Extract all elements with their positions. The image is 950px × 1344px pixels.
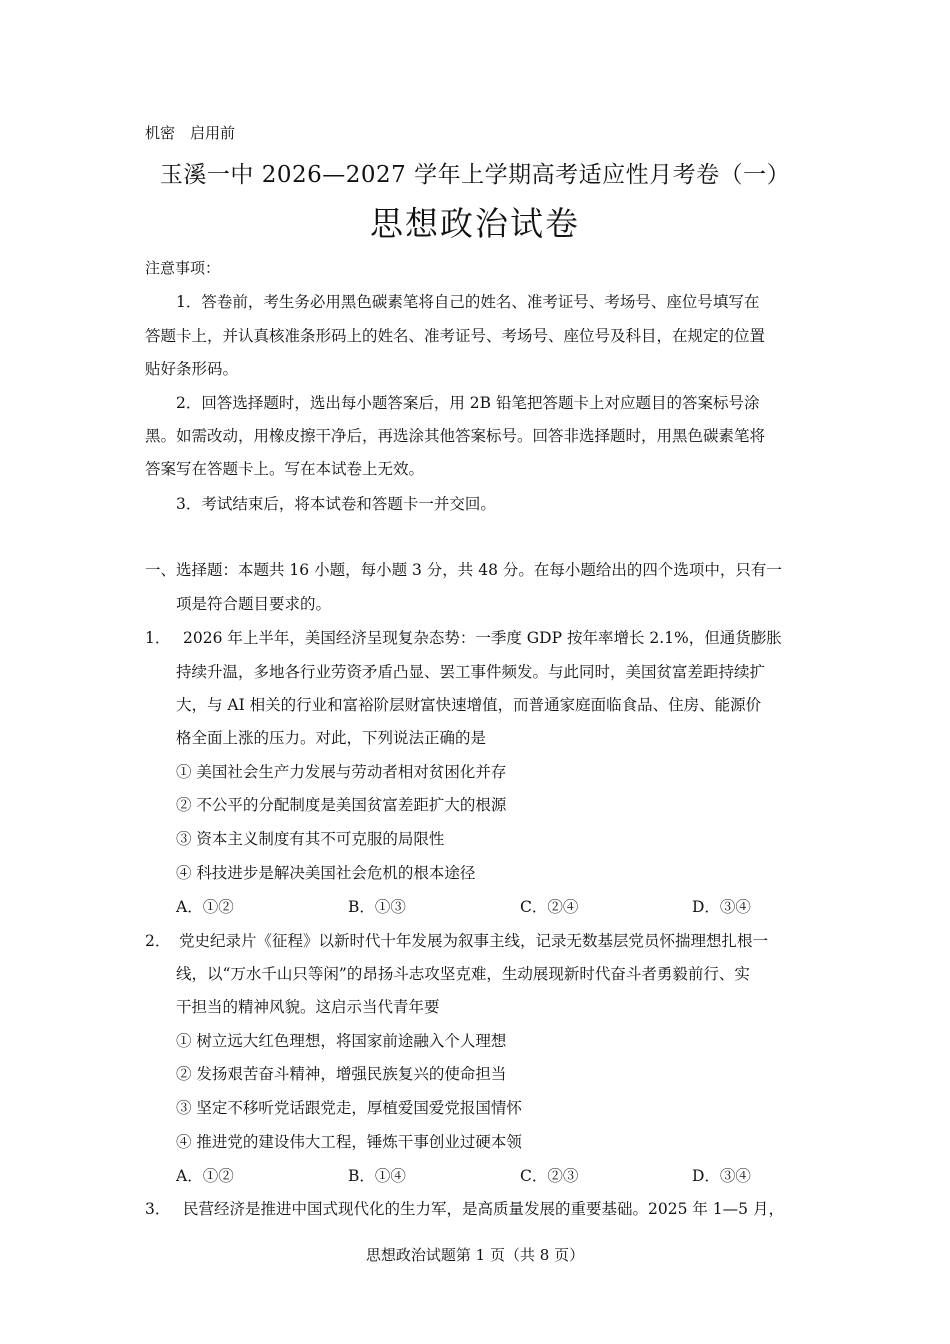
section-heading-cont: 项是符合题目要求的。: [176, 595, 332, 613]
statement: ④ 科技进步是解决美国社会危机的根本途径: [176, 864, 476, 882]
notice-label: 注意事项：: [145, 259, 221, 277]
option-c: C．②④: [520, 898, 579, 916]
notice-line: 贴好条形码。: [145, 360, 239, 378]
notice-line: 黑。如需改动，用橡皮擦干净后，再选涂其他答案标号。回答非选择题时，用黑色碳素笔将: [145, 427, 766, 445]
confidential-mark: 机密 启用前: [145, 124, 236, 142]
question-text: 持续升温，多地各行业劳资矛盾凸显、罢工事件频发。与此同时，美国贫富差距持续扩: [176, 663, 766, 681]
question-text: 干担当的精神风貌。这启示当代青年要: [176, 998, 440, 1016]
question-number: 2．: [145, 932, 171, 950]
option-d: D．③④: [692, 898, 751, 916]
exam-title: 玉溪一中 2026—2027 学年上学期高考适应性月考卷（一）: [159, 162, 791, 188]
option-a: A．①②: [176, 898, 234, 916]
question-text: 格全面上涨的压力。对此，下列说法正确的是: [176, 729, 487, 747]
subject-title: 思想政治试卷: [370, 204, 580, 243]
page-footer: 思想政治试题第 1 页（共 8 页）: [365, 1246, 585, 1264]
notice-line: 3．考试结束后，将本试卷和答题卡一并交回。: [176, 495, 496, 513]
notice-line: 1．答卷前，考生务必用黑色碳素笔将自己的姓名、准考证号、考场号、座位号填写在: [176, 293, 760, 311]
question-text: 民营经济是推进中国式现代化的生力军，是高质量发展的重要基础。2025 年 1—5 月，: [183, 1200, 784, 1218]
option-d: D．③④: [692, 1167, 751, 1185]
question-text: 线，以“万水千山只等闲”的昂扬斗志攻坚克难，生动展现新时代奋斗者勇毅前行、实: [176, 965, 750, 983]
notice-line: 2．回答选择题时，选出每小题答案后，用 2B 铅笔把答题卡上对应题目的答案标号涂: [176, 394, 760, 412]
question-text: 大，与 AI 相关的行业和富裕阶层财富快速增值，而普通家庭面临食品、住房、能源价: [176, 696, 762, 714]
question-text: 党史纪录片《征程》以新时代十年发展为叙事主线，记录无数基层党员怀揣理想扎根一: [179, 932, 769, 950]
question-number: 3．: [145, 1200, 171, 1218]
statement: ② 不公平的分配制度是美国贫富差距扩大的根源: [176, 796, 507, 814]
notice-line: 答题卡上，并认真核准条形码上的姓名、准考证号、考场号、座位号及科目，在规定的位置: [145, 327, 766, 345]
statement: ① 美国社会生产力发展与劳动者相对贫困化并存: [176, 763, 507, 781]
question-number: 1．: [145, 629, 171, 647]
section-heading: 一、选择题：本题共 16 小题，每小题 3 分，共 48 分。在每小题给出的四个选项中，只有一: [145, 561, 782, 579]
statement: ② 发扬艰苦奋斗精神，增强民族复兴的使命担当: [176, 1065, 507, 1083]
option-c: C．②③: [520, 1167, 579, 1185]
option-b: B．①③: [348, 898, 406, 916]
option-b: B．①④: [348, 1167, 406, 1185]
notice-line: 答案写在答题卡上。写在本试卷上无效。: [145, 460, 425, 478]
statement: ④ 推进党的建设伟大工程，锤炼干事创业过硬本领: [176, 1133, 522, 1151]
question-text: 2026 年上半年，美国经济呈现复杂态势：一季度 GDP 按年率增长 2.1%，但通货膨胀: [183, 629, 782, 647]
statement: ③ 坚定不移听党话跟党走，厚植爱国爱党报国情怀: [176, 1099, 522, 1117]
statement: ① 树立远大红色理想，将国家前途融入个人理想: [176, 1032, 507, 1050]
option-a: A．①②: [176, 1167, 234, 1185]
statement: ③ 资本主义制度有其不可克服的局限性: [176, 830, 445, 848]
